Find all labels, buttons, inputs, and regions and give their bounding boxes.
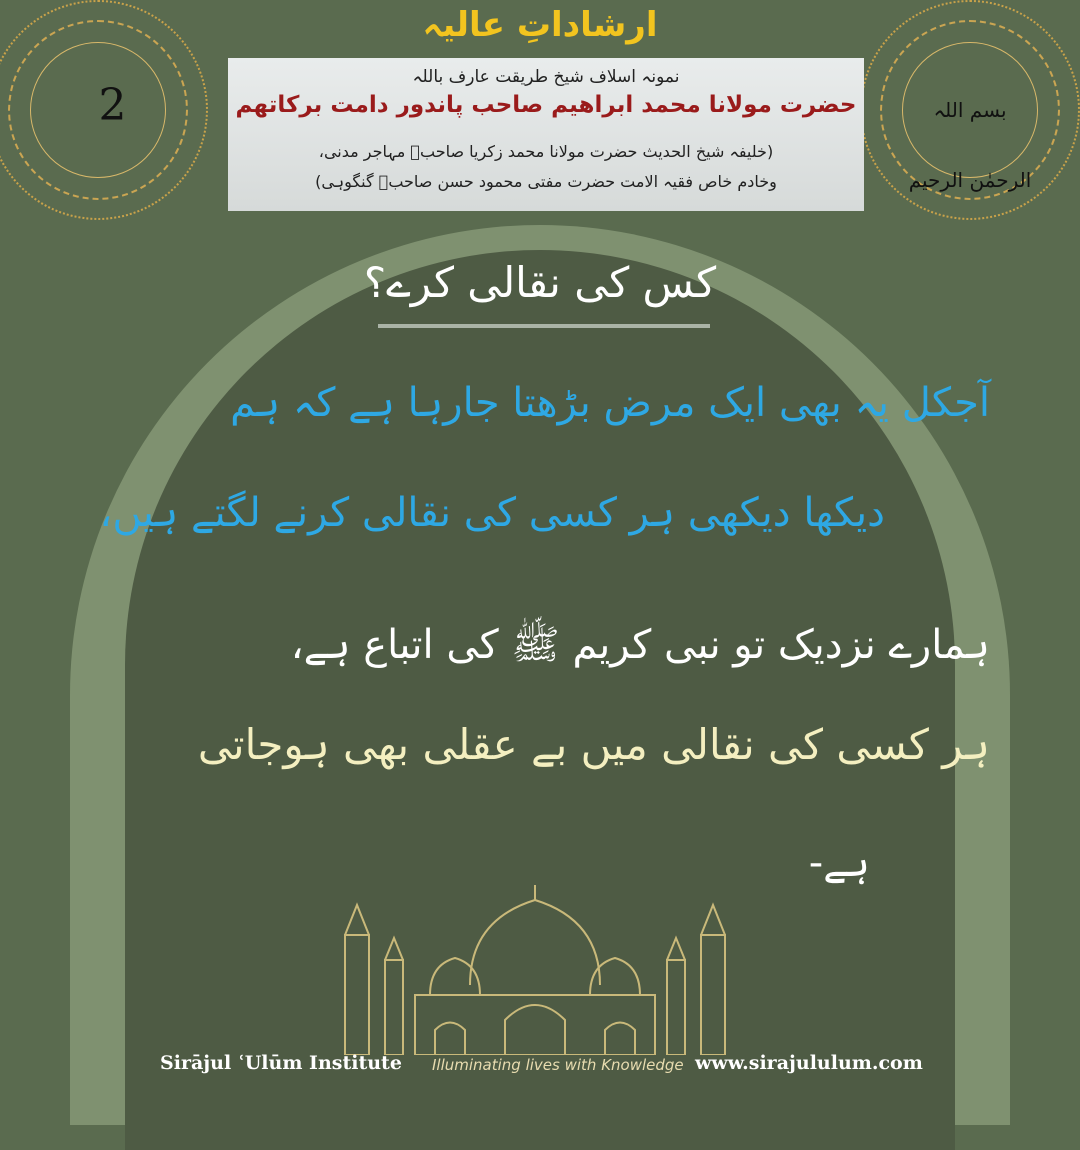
tagline: Illuminating lives with Knowledge	[432, 1056, 684, 1074]
body-line-2: دیکھا دیکھی ہر کسی کی نقالی کرنے لگتے ہیں،	[99, 490, 885, 536]
panel-line-4: وخادم خاص فقیہ الامت حضرت مفتی محمود حسن صاحبؒ گنگوہی)	[315, 172, 777, 191]
header-title: ارشاداتِ عالیہ	[422, 5, 658, 45]
website-link[interactable]: www.sirajululum.com	[695, 1052, 923, 1074]
institute-name: Sirājul ʿUlūm Institute	[160, 1052, 402, 1074]
scholar-name: حضرت مولانا محمد ابراھیم صاحب پاندور دامت برکاتھم	[235, 92, 857, 118]
page-number: 2	[98, 80, 127, 131]
body-line-5: ہے-	[808, 840, 870, 886]
body-line-4: ہر کسی کی نقالی میں بے عقلی بھی ہوجاتی	[197, 720, 990, 769]
bismillah-calligraphy: بسم اللہ الرحمٰن الرحیم	[908, 98, 1032, 192]
scholar-panel	[228, 58, 864, 211]
topic-title: کس کی نقالی کرے؟	[363, 258, 717, 307]
topic-underline	[378, 324, 710, 328]
panel-line-3: (خلیفہ شیخ الحدیث حضرت مولانا محمد زکریا صاحبؒ مہاجر مدنی،	[318, 142, 774, 161]
body-line-3: ہمارے نزدیک تو نبی کریم ﷺ کی اتباع ہے،	[290, 622, 990, 668]
mosque-illustration	[330, 880, 740, 1055]
body-line-1: آجکل یہ بھی ایک مرض بڑھتا جارہا ہے کہ ہم	[230, 380, 990, 426]
panel-line-1: نمونہ اسلاف شیخ طریقت عارف باللہ	[412, 67, 680, 87]
